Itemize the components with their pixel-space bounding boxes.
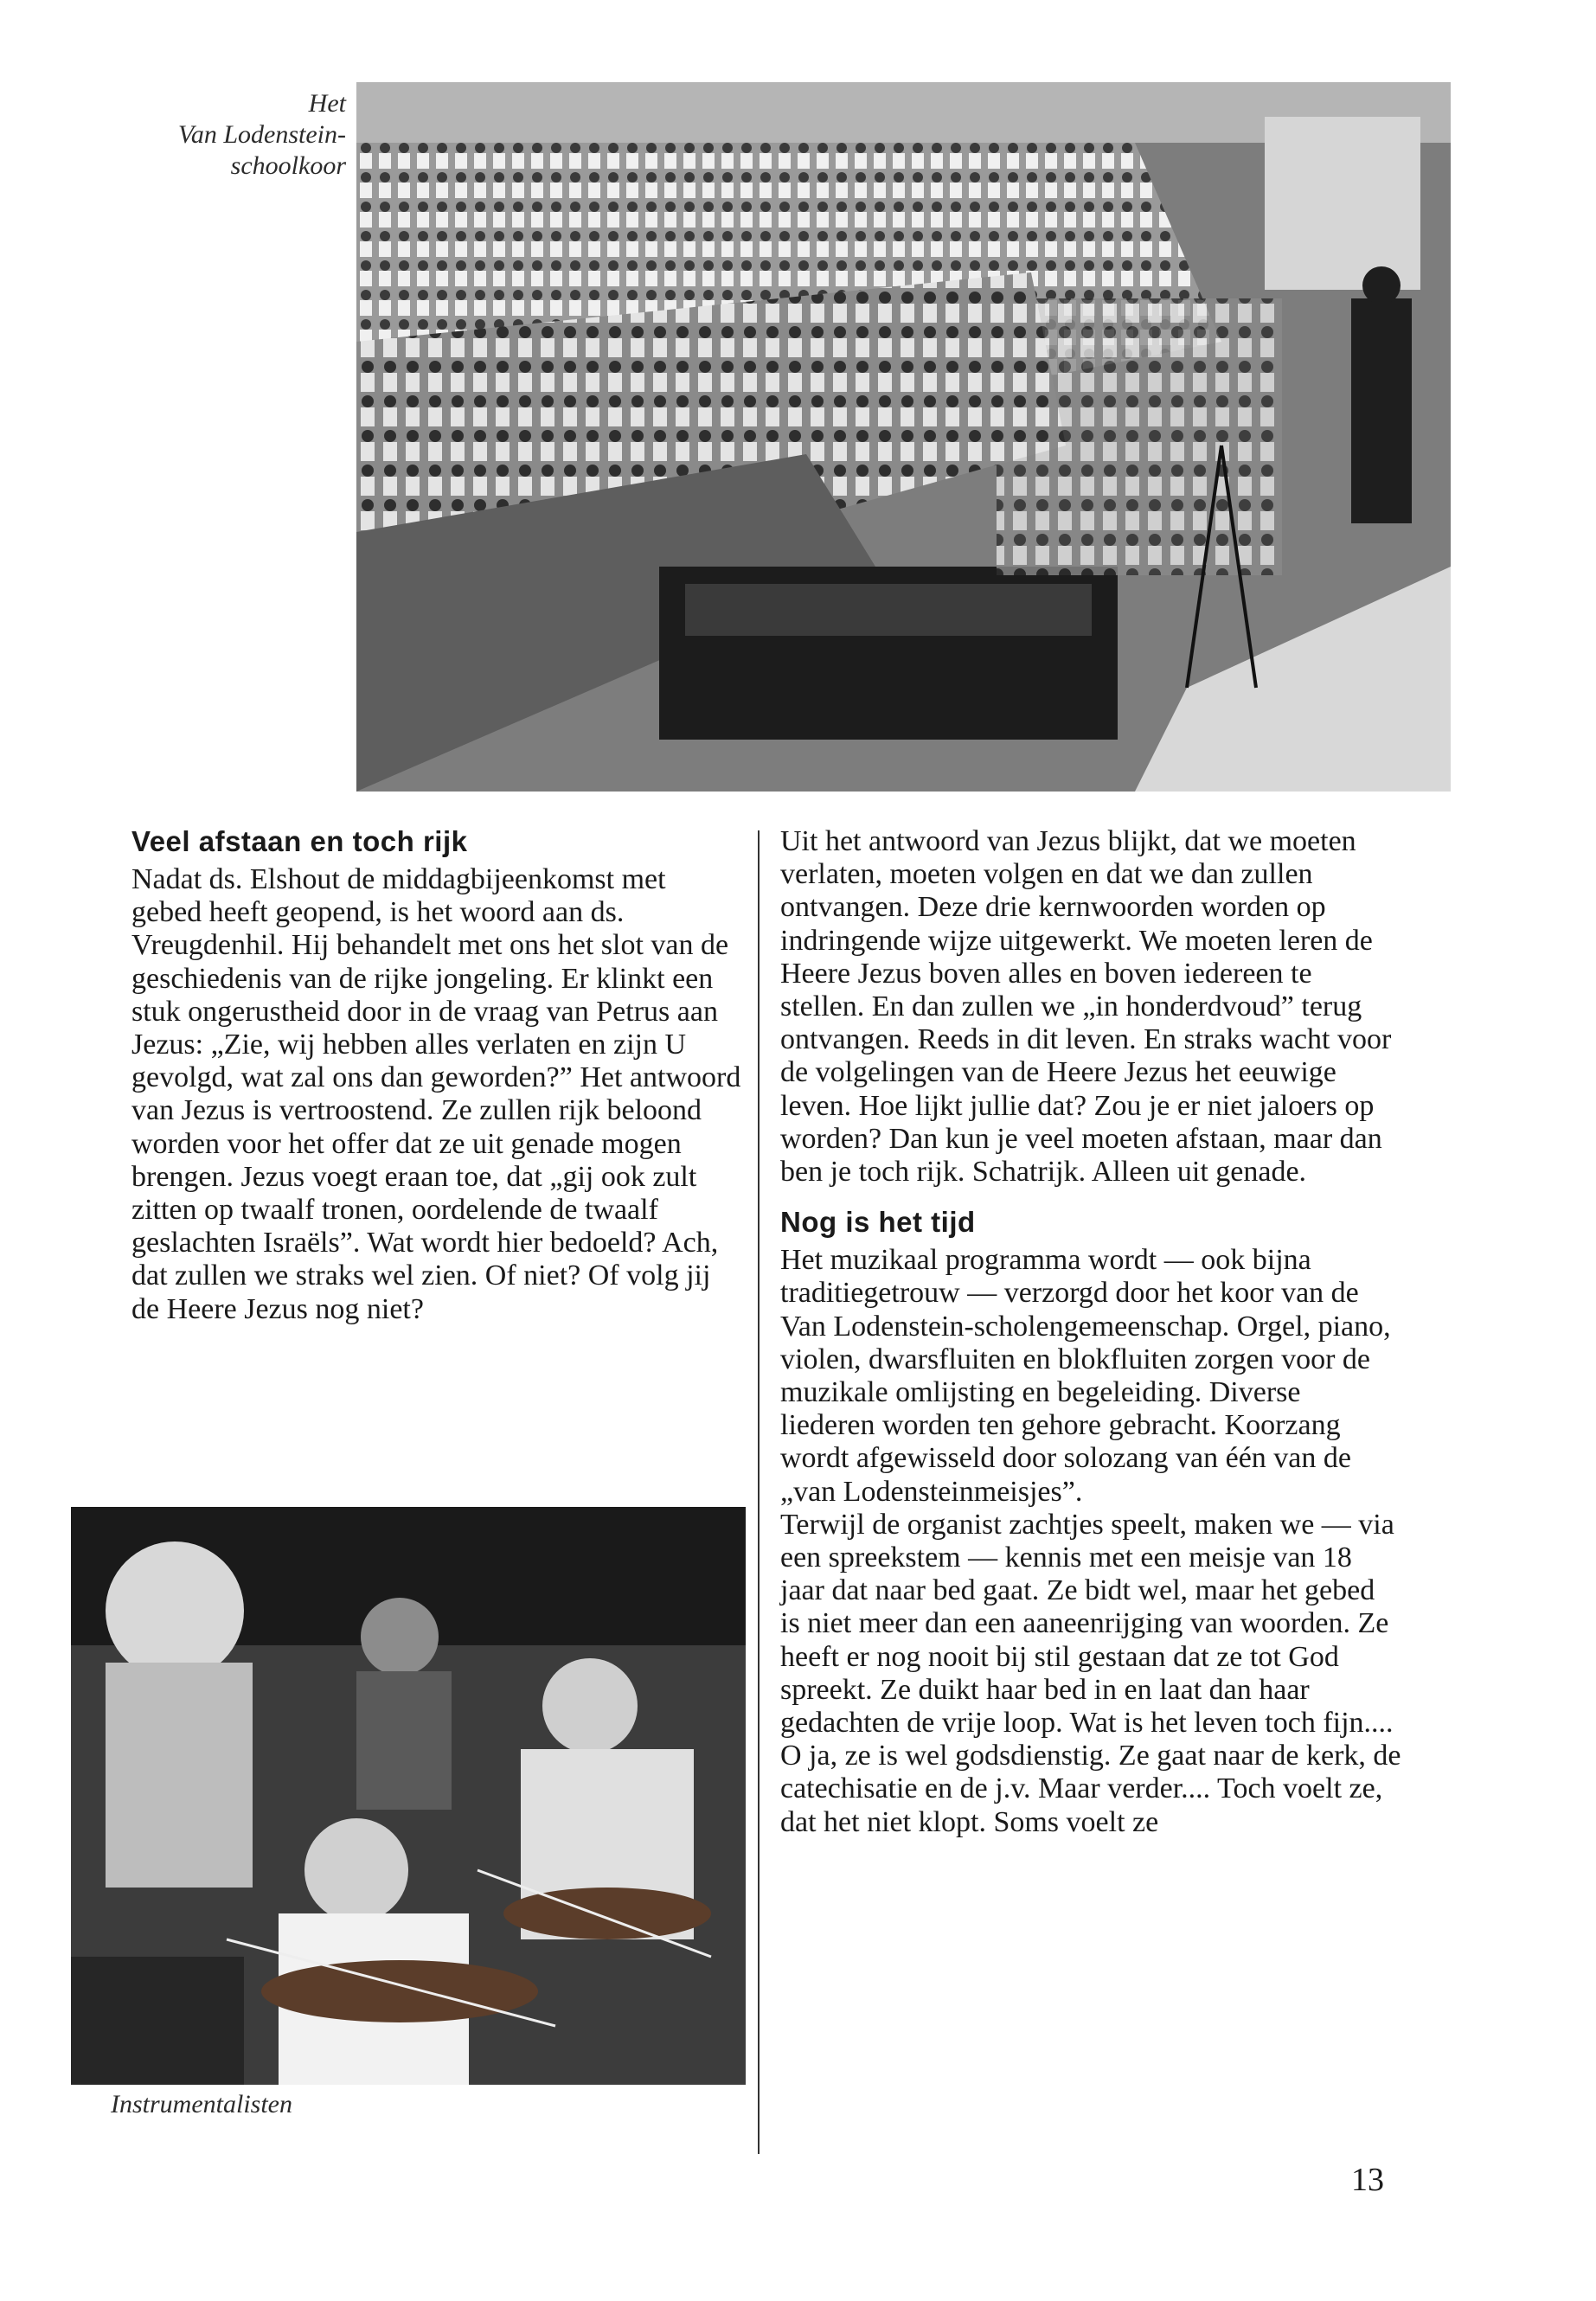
right-column-paragraph-1: Uit het antwoord van Jezus blijkt, dat we moeten verlaten, moeten volgen en dat we dan zullen ontvangen. Deze drie kernwoorden worden op indringende wijze uitgewerkt. We moeten leren de Heere Jezus boven alles en boven iedereen te stellen. En dan zullen we „in honderdvoud” terug ontvangen. Reeds in dit leven. En straks wacht voor de volgelingen van de Heere Jezus het eeuwige leven. Hoe lijkt jullie dat? Zou je er niet jaloers op worden? Dan kun je veel moeten afstaan, maar dan ben je toch rijk. Schatrijk. Alleen uit genade.	[780, 825, 1392, 1189]
right-column-paragraph-3: Terwijl de organist zachtjes speelt, maken we — via een spreekstem — kennis met een meisje van 18 jaar dat naar bed gaat. Ze bidt wel, maar het gebed is niet meer dan een aaneenrijging van woorden. Ze heeft er nog nooit bij stil gestaan dat ze tot God spreekt. Ze duikt haar bed in en laat dan haar gedachten de vrije loop. Wat is het leven toch fijn.... O ja, ze is wel godsdienstig. Ze gaat naar de kerk, de catechisatie en de j.v. Maar verder.... Toch voelt ze, dat het niet klopt. Soms voelt ze	[780, 1508, 1401, 1838]
caption-line-2: Van Lodenstein-	[177, 120, 346, 149]
bottom-photo-caption: Instrumentalisten	[111, 2090, 292, 2118]
instrumentalists-photo-graphic	[71, 1507, 746, 2085]
top-photo-caption	[130, 88, 346, 182]
left-column-paragraph: Nadat ds. Elshout de middagbijeenkomst met gebed heeft geopend, is het woord aan ds. Vreugdenhil. Hij behandelt met ons het slot van de geschiedenis van de rijke jongeling. Er klinkt een stuk ongerustheid door in de vraag van Petrus aan Jezus: „Zie, wij hebben alles verlaten en zijn U gevolgd, wat zal ons dan geworden?” Het antwoord van Jezus is vertroostend. Ze zullen rijk beloond worden voor het offer dat ze uit genade mogen brengen. Jezus voegt eraan toe, dat „gij ook zult zitten op twaalf tronen, oordelende de twaalf geslachten Israëls”. Wat wordt hier bedoeld? Ach, dat zullen we straks wel zien. Of niet? Of volg jij de Heere Jezus nog niet?	[131, 863, 741, 1325]
caption-line-1: Het	[308, 89, 346, 118]
section-heading-nog-is-het-tijd: Nog is het tijd	[780, 1206, 976, 1239]
choir-photo-graphic	[356, 82, 1451, 792]
choir-photo	[356, 82, 1451, 792]
right-column	[780, 825, 1401, 1839]
page-number: 13	[1351, 2162, 1384, 2198]
right-column-paragraph-2: Het muzikaal programma wordt — ook bijna traditiegetrouw — verzorgd door het koor van de Van Lodenstein-scholengemeenschap. Orgel, piano, violen, dwarsfluiten en blokfluiten zorgen voor de muzikale omlijsting en begeleiding. Diverse liederen worden ten gehore gebracht. Koorzang wordt afgewisseld door solozang van één van de „van Lodensteinmeisjes”.	[780, 1244, 1391, 1508]
left-column	[131, 825, 741, 1326]
caption-line-3: schoolkoor	[230, 151, 346, 180]
column-divider	[758, 830, 760, 2154]
instrumentalists-photo	[71, 1507, 746, 2085]
section-heading-veel-afstaan: Veel afstaan en toch rijk	[131, 825, 468, 857]
